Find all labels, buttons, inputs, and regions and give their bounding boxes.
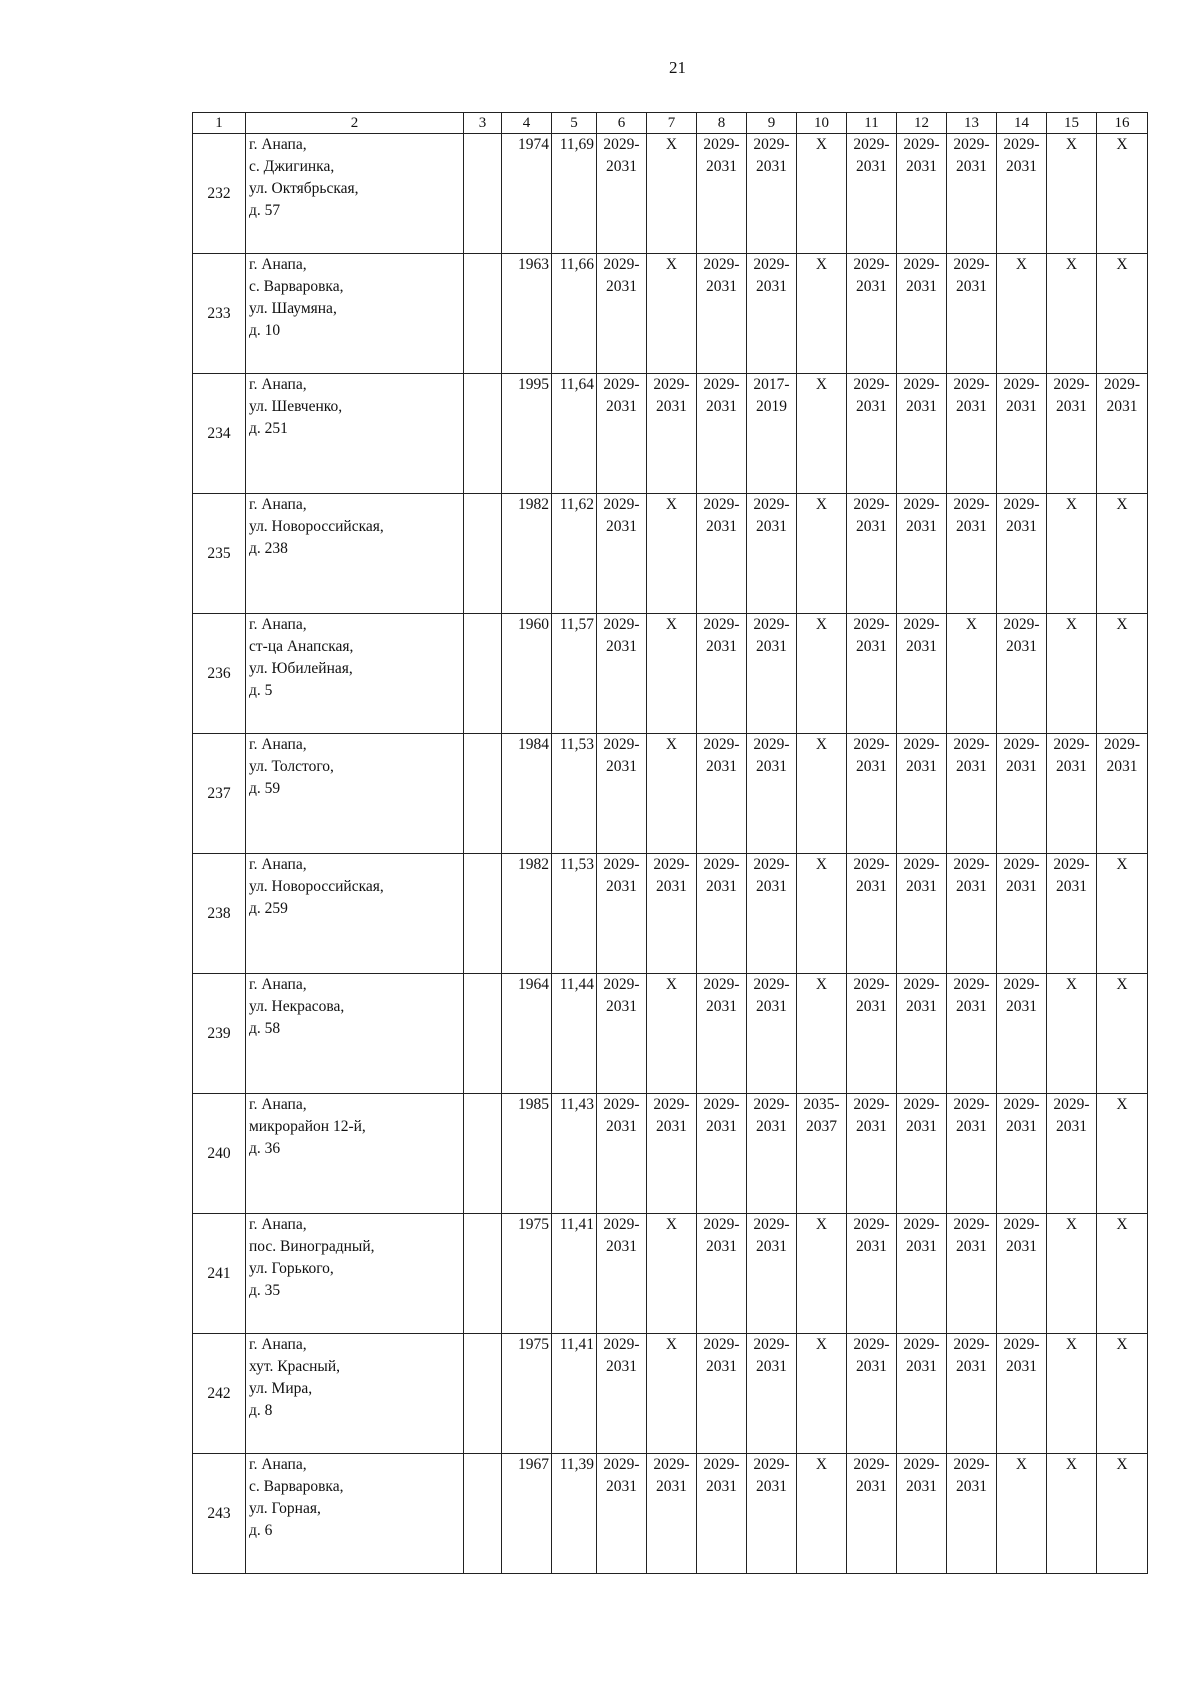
period-cell: 2029- 2031 bbox=[947, 254, 997, 374]
period-cell: 2029- 2031 bbox=[897, 1214, 947, 1334]
period-cell: 2029- 2031 bbox=[747, 734, 797, 854]
period-cell: 2029- 2031 bbox=[997, 494, 1047, 614]
year-cell: 1964 bbox=[502, 974, 552, 1094]
period-cell: 2029- 2031 bbox=[747, 254, 797, 374]
period-cell: 2029- 2031 bbox=[897, 974, 947, 1094]
column-3-cell bbox=[464, 134, 502, 254]
table-row bbox=[193, 254, 1148, 374]
period-cell: 2029- 2031 bbox=[897, 1334, 947, 1454]
header-cell: 1 bbox=[193, 113, 246, 134]
address-cell: г. Анапа, хут. Красный, ул. Мира, д. 8 bbox=[246, 1334, 464, 1454]
period-cell: 2029- 2031 bbox=[947, 1214, 997, 1334]
address-cell: г. Анапа, ул. Некрасова, д. 58 bbox=[246, 974, 464, 1094]
year-cell: 1982 bbox=[502, 854, 552, 974]
address-cell: г. Анапа, с. Джигинка, ул. Октябрьская, д. 57 bbox=[246, 134, 464, 254]
period-cell: X bbox=[797, 734, 847, 854]
period-cell: 2029- 2031 bbox=[897, 854, 947, 974]
period-cell: X bbox=[1097, 1214, 1148, 1334]
period-cell: 2029- 2031 bbox=[647, 374, 697, 494]
period-cell: X bbox=[647, 614, 697, 734]
period-cell: 2029- 2031 bbox=[847, 1094, 897, 1214]
period-cell: 2029- 2031 bbox=[847, 854, 897, 974]
value-cell: 11,57 bbox=[552, 614, 597, 734]
table-row bbox=[193, 1334, 1148, 1454]
header-cell: 7 bbox=[647, 113, 697, 134]
period-cell: 2029- 2031 bbox=[697, 374, 747, 494]
period-cell: X bbox=[1097, 854, 1148, 974]
header-cell: 4 bbox=[502, 113, 552, 134]
period-cell: 2029- 2031 bbox=[597, 134, 647, 254]
column-3-cell bbox=[464, 614, 502, 734]
header-cell: 6 bbox=[597, 113, 647, 134]
period-cell: 2029- 2031 bbox=[1047, 854, 1097, 974]
table-row bbox=[193, 134, 1148, 254]
header-cell: 2 bbox=[246, 113, 464, 134]
period-cell: 2029- 2031 bbox=[697, 734, 747, 854]
header-cell: 12 bbox=[897, 113, 947, 134]
value-cell: 11,64 bbox=[552, 374, 597, 494]
period-cell: X bbox=[1047, 974, 1097, 1094]
period-cell: 2029- 2031 bbox=[747, 134, 797, 254]
column-3-cell bbox=[464, 1334, 502, 1454]
period-cell: 2029- 2031 bbox=[697, 1454, 747, 1574]
row-number: 239 bbox=[193, 974, 246, 1094]
column-3-cell bbox=[464, 374, 502, 494]
year-cell: 1967 bbox=[502, 1454, 552, 1574]
period-cell: 2029- 2031 bbox=[947, 1454, 997, 1574]
header-cell: 8 bbox=[697, 113, 747, 134]
period-cell: X bbox=[647, 254, 697, 374]
header-cell: 11 bbox=[847, 113, 897, 134]
period-cell: 2029- 2031 bbox=[997, 1094, 1047, 1214]
address-cell: г. Анапа, с. Варваровка, ул. Горная, д. 6 bbox=[246, 1454, 464, 1574]
address-cell: г. Анапа, с. Варваровка, ул. Шаумяна, д. 10 bbox=[246, 254, 464, 374]
address-cell: г. Анапа, ул. Толстого, д. 59 bbox=[246, 734, 464, 854]
period-cell: X bbox=[1047, 1454, 1097, 1574]
year-cell: 1984 bbox=[502, 734, 552, 854]
row-number: 235 bbox=[193, 494, 246, 614]
period-cell: 2029- 2031 bbox=[597, 494, 647, 614]
page-number: 21 bbox=[669, 58, 686, 77]
period-cell: 2029- 2031 bbox=[597, 974, 647, 1094]
period-cell: 2029- 2031 bbox=[847, 614, 897, 734]
period-cell: X bbox=[797, 974, 847, 1094]
period-cell: X bbox=[797, 854, 847, 974]
header-cell: 14 bbox=[997, 113, 1047, 134]
header-cell: 13 bbox=[947, 113, 997, 134]
value-cell: 11,39 bbox=[552, 1454, 597, 1574]
table-row bbox=[193, 1214, 1148, 1334]
year-cell: 1995 bbox=[502, 374, 552, 494]
period-cell: 2029- 2031 bbox=[697, 254, 747, 374]
period-cell: 2029- 2031 bbox=[597, 734, 647, 854]
period-cell: X bbox=[997, 1454, 1047, 1574]
period-cell: 2029- 2031 bbox=[997, 974, 1047, 1094]
year-cell: 1960 bbox=[502, 614, 552, 734]
period-cell: 2029- 2031 bbox=[697, 1214, 747, 1334]
period-cell: 2029- 2031 bbox=[597, 854, 647, 974]
period-cell: X bbox=[1097, 1094, 1148, 1214]
header-cell: 15 bbox=[1047, 113, 1097, 134]
period-cell: 2029- 2031 bbox=[597, 1214, 647, 1334]
period-cell: 2029- 2031 bbox=[847, 374, 897, 494]
year-cell: 1985 bbox=[502, 1094, 552, 1214]
year-cell: 1975 bbox=[502, 1334, 552, 1454]
year-cell: 1982 bbox=[502, 494, 552, 614]
row-number: 243 bbox=[193, 1454, 246, 1574]
period-cell: 2029- 2031 bbox=[1047, 374, 1097, 494]
period-cell: X bbox=[1097, 134, 1148, 254]
period-cell: 2029- 2031 bbox=[597, 1094, 647, 1214]
period-cell: 2029- 2031 bbox=[747, 854, 797, 974]
period-cell: 2029- 2031 bbox=[747, 1454, 797, 1574]
period-cell: 2029- 2031 bbox=[597, 614, 647, 734]
column-3-cell bbox=[464, 494, 502, 614]
year-cell: 1975 bbox=[502, 1214, 552, 1334]
period-cell: 2029- 2031 bbox=[847, 974, 897, 1094]
table-row bbox=[193, 734, 1148, 854]
period-cell: 2029- 2031 bbox=[997, 374, 1047, 494]
value-cell: 11,44 bbox=[552, 974, 597, 1094]
period-cell: 2029- 2031 bbox=[897, 734, 947, 854]
data-table bbox=[192, 112, 1148, 1574]
column-3-cell bbox=[464, 1214, 502, 1334]
period-cell: 2029- 2031 bbox=[847, 494, 897, 614]
period-cell: 2029- 2031 bbox=[947, 374, 997, 494]
period-cell: 2029- 2031 bbox=[847, 1214, 897, 1334]
period-cell: 2029- 2031 bbox=[897, 254, 947, 374]
header-cell: 9 bbox=[747, 113, 797, 134]
period-cell: X bbox=[647, 494, 697, 614]
table-row bbox=[193, 614, 1148, 734]
period-cell: 2029- 2031 bbox=[697, 614, 747, 734]
period-cell: 2029- 2031 bbox=[647, 854, 697, 974]
period-cell: X bbox=[947, 614, 997, 734]
period-cell: X bbox=[1047, 1214, 1097, 1334]
period-cell: 2029- 2031 bbox=[897, 134, 947, 254]
period-cell: 2029- 2031 bbox=[947, 1094, 997, 1214]
period-cell: X bbox=[797, 494, 847, 614]
value-cell: 11,53 bbox=[552, 734, 597, 854]
period-cell: X bbox=[1047, 494, 1097, 614]
period-cell: X bbox=[1097, 974, 1148, 1094]
period-cell: 2017- 2019 bbox=[747, 374, 797, 494]
column-3-cell bbox=[464, 254, 502, 374]
address-cell: г. Анапа, ул. Новороссийская, д. 259 bbox=[246, 854, 464, 974]
period-cell: 2029- 2031 bbox=[697, 1334, 747, 1454]
period-cell: 2029- 2031 bbox=[847, 254, 897, 374]
column-3-cell bbox=[464, 734, 502, 854]
period-cell: 2029- 2031 bbox=[747, 974, 797, 1094]
period-cell: X bbox=[797, 1454, 847, 1574]
table-row bbox=[193, 494, 1148, 614]
period-cell: X bbox=[1047, 1334, 1097, 1454]
value-cell: 11,41 bbox=[552, 1214, 597, 1334]
period-cell: 2029- 2031 bbox=[1047, 1094, 1097, 1214]
period-cell: 2029- 2031 bbox=[747, 614, 797, 734]
period-cell: 2035- 2037 bbox=[797, 1094, 847, 1214]
period-cell: 2029- 2031 bbox=[647, 1454, 697, 1574]
value-cell: 11,43 bbox=[552, 1094, 597, 1214]
row-number: 234 bbox=[193, 374, 246, 494]
column-3-cell bbox=[464, 974, 502, 1094]
row-number: 242 bbox=[193, 1334, 246, 1454]
table-row bbox=[193, 974, 1148, 1094]
period-cell: X bbox=[1097, 1454, 1148, 1574]
period-cell: 2029- 2031 bbox=[897, 494, 947, 614]
period-cell: X bbox=[647, 134, 697, 254]
period-cell: 2029- 2031 bbox=[997, 854, 1047, 974]
header-row bbox=[193, 113, 1148, 134]
period-cell: X bbox=[797, 374, 847, 494]
address-cell: г. Анапа, ст-ца Анапская, ул. Юбилейная, д. 5 bbox=[246, 614, 464, 734]
row-number: 236 bbox=[193, 614, 246, 734]
period-cell: 2029- 2031 bbox=[947, 734, 997, 854]
header-cell: 16 bbox=[1097, 113, 1148, 134]
period-cell: 2029- 2031 bbox=[697, 494, 747, 614]
column-3-cell bbox=[464, 1094, 502, 1214]
period-cell: 2029- 2031 bbox=[847, 734, 897, 854]
period-cell: 2029- 2031 bbox=[1097, 734, 1148, 854]
period-cell: 2029- 2031 bbox=[697, 1094, 747, 1214]
header-cell: 10 bbox=[797, 113, 847, 134]
period-cell: X bbox=[1097, 494, 1148, 614]
column-3-cell bbox=[464, 1454, 502, 1574]
period-cell: X bbox=[797, 1334, 847, 1454]
year-cell: 1974 bbox=[502, 134, 552, 254]
period-cell: 2029- 2031 bbox=[597, 1454, 647, 1574]
table-row bbox=[193, 1094, 1148, 1214]
period-cell: 2029- 2031 bbox=[697, 854, 747, 974]
period-cell: 2029- 2031 bbox=[997, 1334, 1047, 1454]
value-cell: 11,62 bbox=[552, 494, 597, 614]
period-cell: 2029- 2031 bbox=[897, 374, 947, 494]
period-cell: 2029- 2031 bbox=[997, 134, 1047, 254]
table-body bbox=[193, 113, 1148, 1574]
address-cell: г. Анапа, ул. Шевченко, д. 251 bbox=[246, 374, 464, 494]
period-cell: 2029- 2031 bbox=[947, 1334, 997, 1454]
row-number: 237 bbox=[193, 734, 246, 854]
period-cell: X bbox=[1047, 614, 1097, 734]
period-cell: 2029- 2031 bbox=[747, 1214, 797, 1334]
period-cell: X bbox=[797, 1214, 847, 1334]
value-cell: 11,41 bbox=[552, 1334, 597, 1454]
period-cell: X bbox=[797, 134, 847, 254]
row-number: 240 bbox=[193, 1094, 246, 1214]
header-cell: 5 bbox=[552, 113, 597, 134]
period-cell: 2029- 2031 bbox=[997, 1214, 1047, 1334]
period-cell: X bbox=[647, 734, 697, 854]
value-cell: 11,69 bbox=[552, 134, 597, 254]
period-cell: 2029- 2031 bbox=[847, 1334, 897, 1454]
period-cell: 2029- 2031 bbox=[897, 1094, 947, 1214]
period-cell: X bbox=[647, 974, 697, 1094]
period-cell: X bbox=[1097, 254, 1148, 374]
row-number: 232 bbox=[193, 134, 246, 254]
period-cell: 2029- 2031 bbox=[947, 494, 997, 614]
address-cell: г. Анапа, ул. Новороссийская, д. 238 bbox=[246, 494, 464, 614]
period-cell: 2029- 2031 bbox=[747, 1094, 797, 1214]
period-cell: 2029- 2031 bbox=[997, 734, 1047, 854]
period-cell: X bbox=[1047, 254, 1097, 374]
address-cell: г. Анапа, пос. Виноградный, ул. Горького, д. 35 bbox=[246, 1214, 464, 1334]
address-cell: г. Анапа, микрорайон 12-й, д. 36 bbox=[246, 1094, 464, 1214]
value-cell: 11,53 bbox=[552, 854, 597, 974]
period-cell: 2029- 2031 bbox=[847, 134, 897, 254]
period-cell: 2029- 2031 bbox=[597, 254, 647, 374]
period-cell: 2029- 2031 bbox=[597, 374, 647, 494]
table-row bbox=[193, 374, 1148, 494]
row-number: 233 bbox=[193, 254, 246, 374]
table-row bbox=[193, 854, 1148, 974]
header-cell: 3 bbox=[464, 113, 502, 134]
period-cell: 2029- 2031 bbox=[897, 614, 947, 734]
period-cell: 2029- 2031 bbox=[647, 1094, 697, 1214]
period-cell: X bbox=[797, 254, 847, 374]
period-cell: X bbox=[1047, 134, 1097, 254]
period-cell: 2029- 2031 bbox=[847, 1454, 897, 1574]
period-cell: X bbox=[1097, 1334, 1148, 1454]
period-cell: X bbox=[1097, 614, 1148, 734]
period-cell: 2029- 2031 bbox=[747, 1334, 797, 1454]
period-cell: 2029- 2031 bbox=[697, 974, 747, 1094]
period-cell: 2029- 2031 bbox=[897, 1454, 947, 1574]
period-cell: 2029- 2031 bbox=[697, 134, 747, 254]
period-cell: 2029- 2031 bbox=[747, 494, 797, 614]
period-cell: 2029- 2031 bbox=[597, 1334, 647, 1454]
period-cell: 2029- 2031 bbox=[1047, 734, 1097, 854]
period-cell: X bbox=[647, 1334, 697, 1454]
row-number: 241 bbox=[193, 1214, 246, 1334]
table-row bbox=[193, 1454, 1148, 1574]
value-cell: 11,66 bbox=[552, 254, 597, 374]
year-cell: 1963 bbox=[502, 254, 552, 374]
period-cell: X bbox=[797, 614, 847, 734]
period-cell: 2029- 2031 bbox=[947, 134, 997, 254]
period-cell: 2029- 2031 bbox=[1097, 374, 1148, 494]
period-cell: X bbox=[997, 254, 1047, 374]
column-3-cell bbox=[464, 854, 502, 974]
period-cell: 2029- 2031 bbox=[947, 854, 997, 974]
row-number: 238 bbox=[193, 854, 246, 974]
period-cell: 2029- 2031 bbox=[947, 974, 997, 1094]
period-cell: 2029- 2031 bbox=[997, 614, 1047, 734]
period-cell: X bbox=[647, 1214, 697, 1334]
